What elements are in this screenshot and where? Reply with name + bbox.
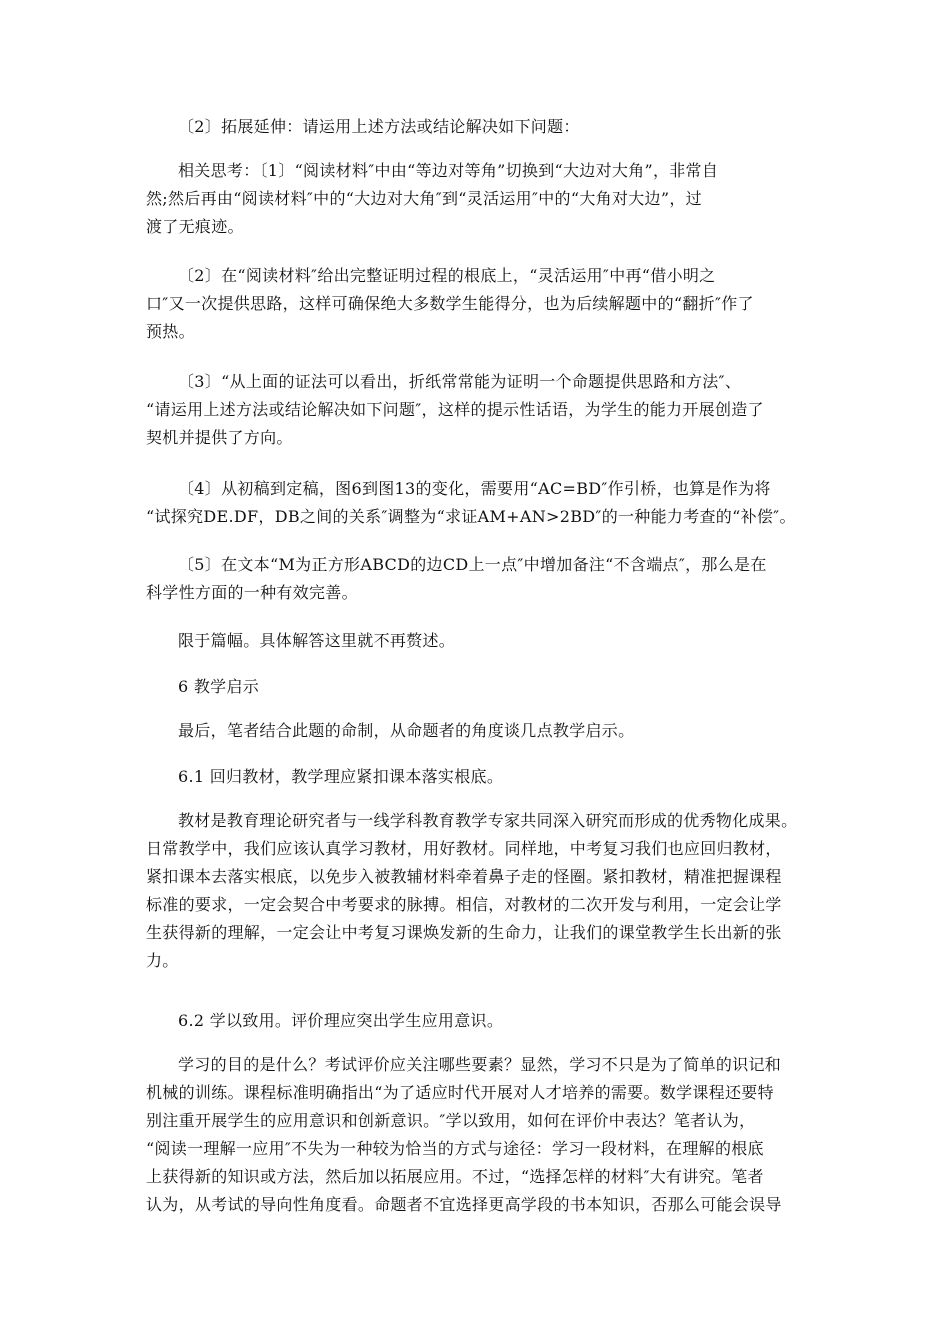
text-line: 〔4〕从初稿到定稿，图6到图13的变化，需要用“AC=BD″作引桥，也算是作为将 bbox=[178, 479, 771, 498]
paragraph-reflection-3 bbox=[146, 368, 806, 452]
text-line: 认为，从考试的导向性角度看。命题者不宜选择更高学段的书本知识，否那么可能会误导 bbox=[146, 1195, 782, 1214]
text-line: “阅读一理解一应用″不失为一种较为恰当的方式与途径：学习一段材料，在理解的根底 bbox=[146, 1139, 764, 1158]
text-line: 机械的训练。课程标准明确指出“为了适应时代开展对人才培养的需要。数学课程还要特 bbox=[146, 1083, 774, 1102]
text-line: 力。 bbox=[146, 951, 179, 970]
text-line: 〔2〕在“阅读材料″给出完整证明过程的根底上，“灵活运用″中再“借小明之 bbox=[178, 266, 716, 285]
text-line: “试探究DE.DF，DB之间的关系″调整为“求证AM+AN>2BD″的一种能力考查的“补偿″。 bbox=[146, 507, 796, 526]
paragraph-section-intro bbox=[146, 717, 838, 745]
text-line: 紧扣课本去落实根底，以免步入被教辅材料牵着鼻子走的怪圈。紧扣教材，精准把握课程 bbox=[146, 867, 782, 886]
text-line: 预热。 bbox=[146, 322, 195, 341]
text-line: 别注重开展学生的应用意识和创新意识。″学以致用，如何在评价中表达？笔者认为， bbox=[146, 1111, 756, 1130]
text-line: 教材是教育理论研究者与一线学科教育教学专家共同深入研究而形成的优秀物化成果。 bbox=[178, 811, 798, 830]
text-line: 日常教学中，我们应该认真学习教材，用好教材。同样地，中考复习我们也应回归教材， bbox=[146, 839, 782, 858]
text-line: 〔5〕在文本“M为正方形ABCD的边CD上一点″中增加备注“不含端点″，那么是在 bbox=[178, 555, 767, 574]
text-line: 科学性方面的一种有效完善。 bbox=[146, 583, 358, 602]
subsection-title: 6.2 学以致用。评价理应突出学生应用意识。 bbox=[178, 1011, 504, 1030]
text-line: 学习的目的是什么？考试评价应关注哪些要素？显然，学习不只是为了简单的识记和 bbox=[178, 1055, 782, 1074]
text-line: 然;然后再由“阅读材料″中的“大边对大角″到“灵活运用″中的“大角对大边”，过 bbox=[146, 189, 702, 208]
text-line: “请运用上述方法或结论解决如下问题″，这样的提示性话语，为学生的能力开展创造了 bbox=[146, 400, 764, 419]
text-line: 生获得新的理解，一定会让中考复习课焕发新的生命力，让我们的课堂教学生长出新的张 bbox=[146, 923, 782, 942]
text-line: 限于篇幅。具体解答这里就不再赘述。 bbox=[178, 631, 456, 650]
section-title: 6 教学启示 bbox=[178, 677, 260, 696]
paragraph-reflection-1 bbox=[146, 157, 806, 241]
paragraph-extension-question bbox=[146, 113, 838, 141]
text-line: 〔2〕拓展延伸：请运用上述方法或结论解决如下问题： bbox=[178, 117, 580, 136]
paragraph-space-note bbox=[146, 627, 838, 655]
text-line: 口″又一次提供思路，这样可确保绝大多数学生能得分，也为后续解题中的“翻折″作了 bbox=[146, 294, 754, 313]
paragraph-application bbox=[146, 1051, 806, 1219]
section-heading-6 bbox=[146, 673, 838, 701]
paragraph-textbook bbox=[146, 807, 806, 975]
text-line: 契机并提供了方向。 bbox=[146, 428, 293, 447]
paragraph-reflection-2 bbox=[146, 262, 806, 346]
text-line: 渡了无痕迹。 bbox=[146, 217, 244, 236]
text-line: 上获得新的知识或方法，然后加以拓展应用。不过，“选择怎样的材料″大有讲究。笔者 bbox=[146, 1167, 764, 1186]
text-line: 最后，笔者结合此题的命制，从命题者的角度谈几点教学启示。 bbox=[178, 721, 635, 740]
text-line: 相关思考：〔1〕“阅读材料″中由“等边对等角”切换到“大边对大角”，非常自 bbox=[178, 161, 719, 180]
paragraph-reflection-5 bbox=[146, 551, 806, 607]
paragraph-reflection-4 bbox=[146, 475, 806, 531]
text-line: 〔3〕“从上面的证法可以看出，折纸常常能为证明一个命题提供思路和方法″、 bbox=[178, 372, 742, 391]
subsection-heading-6-1 bbox=[146, 763, 838, 791]
subsection-heading-6-2 bbox=[146, 1007, 838, 1035]
text-line: 标准的要求，一定会契合中考要求的脉搏。相信，对教材的二次开发与利用，一定会让学 bbox=[146, 895, 782, 914]
subsection-title: 6.1 回归教材，教学理应紧扣课本落实根底。 bbox=[178, 767, 504, 786]
